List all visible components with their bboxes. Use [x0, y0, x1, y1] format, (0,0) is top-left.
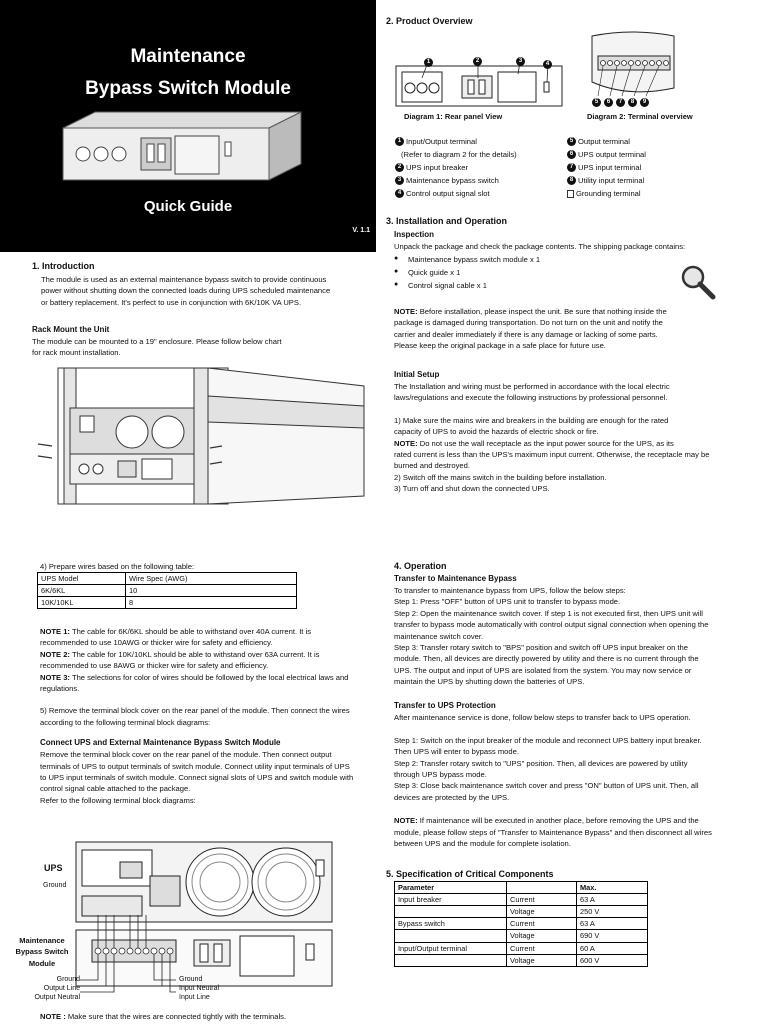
legend-number: 1 [395, 137, 404, 146]
note-label: NOTE : [40, 1012, 66, 1021]
overview-heading: 2. Product Overview [386, 16, 473, 26]
table-cell: 63 A [577, 918, 648, 930]
operation-section [394, 573, 764, 849]
operation-line: Step 3: Transfer rotary switch to "BPS" position and switch off UPS input breaker on the [394, 642, 688, 652]
table-row [395, 954, 648, 966]
cover-guide-title: Quick Guide [143, 198, 233, 215]
table-cell: 60 A [577, 942, 648, 954]
diagram1-caption: Diagram 1: Rear panel View [404, 112, 503, 121]
module-illustration [55, 108, 305, 188]
note-label: NOTE: [394, 438, 418, 448]
legend-number: 2 [395, 163, 404, 172]
legend-number: 4 [395, 189, 404, 198]
table-cell: Current [507, 942, 577, 954]
terminal-label: Output Neutral [34, 993, 80, 1001]
table-cell: 6K/6KL [38, 585, 126, 597]
table-cell: 250 V [577, 906, 648, 918]
legend-text: (Refer to diagram 2 for the details) [401, 149, 517, 159]
legend-number: 8 [567, 176, 576, 185]
setup-text: laws/regulations and execute the following instructions by professional personnel. [394, 393, 668, 403]
table-cell: Voltage [507, 954, 577, 966]
legend-number: 7 [567, 163, 576, 172]
wire-spec-table [37, 572, 297, 609]
step-text: 2) Switch off the mains switch in the building before installation. [394, 472, 607, 482]
rack-text: for rack mount installation. [32, 348, 121, 358]
table-cell: Input/Output terminal [395, 942, 507, 954]
table-row [395, 942, 648, 954]
initial-setup-section [394, 369, 764, 495]
rack-mount-illustration [34, 366, 370, 506]
table-cell: 8 [126, 597, 297, 609]
connect-text: to UPS input terminals of switch module. Connect signal slots of UPS and switch module with [40, 772, 354, 782]
list-item: ● Quick guide x 1 [394, 267, 729, 280]
operation-line: After maintenance service is done, follow below steps to transfer back to UPS operation. [394, 712, 691, 722]
note-text: carrier and dealer immediately if there is any damage or lacking of some parts. [394, 329, 658, 339]
connect-text: terminals of UPS to output terminals of switch module. Connect utility input terminals of UPS [40, 761, 350, 771]
step4-text: 4) Prepare wires based on the following table: [40, 562, 195, 571]
transfer-back-heading: Transfer to UPS Protection [394, 700, 496, 710]
table-row [395, 894, 648, 906]
rack-mount-section [32, 324, 372, 359]
terminal-label: Input Line [179, 993, 210, 1001]
final-note [40, 1011, 286, 1022]
operation-line: Step 1: Switch on the input breaker of the module and reconnect UPS battery input breaker. [394, 735, 702, 745]
rack-text: The module can be mounted to a 19" enclosure. Please follow below chart [32, 337, 282, 346]
table-header: Parameter [395, 882, 507, 894]
note-text: recommended to use 10AWG or thicker wire for safety and efficiency. [40, 638, 273, 648]
cover-panel [0, 0, 376, 252]
operation-line: maintenance switch cover. [394, 631, 484, 641]
note-text: If maintenance will be executed in another place, before removing the UPS and the [417, 816, 699, 826]
grounding-icon [567, 190, 574, 198]
connect-heading: Connect UPS and External Maintenance Bypass Switch Module [40, 738, 281, 748]
intro-heading: 1. Introduction [32, 261, 95, 271]
diagram2-callout-6: 6 [604, 98, 613, 107]
module-label-line: Bypass Switch [15, 947, 69, 957]
operation-line: UPS. The output and input of UPS are isolated from the system. You may now service or [394, 665, 692, 675]
table-cell: Voltage [507, 930, 577, 942]
table-row [38, 597, 297, 609]
table-cell: Voltage [507, 906, 577, 918]
spec-heading: 5. Specification of Critical Components [386, 869, 554, 879]
connect-text: Refer to the following terminal block diagrams: [40, 795, 196, 805]
step-text: 1) Make sure the mains wire and breakers in the building are enough for the rated [394, 415, 669, 425]
note-text: The cable for 6K/6KL should be able to withstand over 40A current. It is [69, 627, 312, 636]
legend-item [567, 148, 757, 161]
terminal-label: Input Neutral [179, 984, 220, 992]
module-label-line: Module [28, 958, 56, 968]
diagram-ups-label: UPS [44, 863, 63, 873]
diagram2-caption: Diagram 2: Terminal overview [587, 112, 693, 121]
table-header: Max. [577, 882, 648, 894]
table-header: UPS Model [38, 573, 126, 585]
operation-line: through UPS bypass mode. [394, 770, 487, 780]
operation-line: transfer to bypass mode automatically with control output signal connection when opening the [394, 620, 709, 630]
note-text: burned and destroyed. [394, 461, 470, 471]
operation-heading: 4. Operation [394, 561, 447, 571]
legend-item [567, 174, 757, 187]
terminal-label: Ground [179, 976, 203, 983]
version-label: V. 1.1 [352, 227, 370, 234]
transfer-heading: Transfer to Maintenance Bypass [394, 574, 517, 583]
connect-text: control signal cable attached to the package. [40, 784, 191, 794]
note-text: package is damaged during transportation. Do not turn on the unit and notify the [394, 318, 663, 328]
legend-item [395, 174, 575, 187]
legend-number: 3 [395, 176, 404, 185]
legend-right [567, 135, 757, 200]
note-label: NOTE: [394, 816, 418, 826]
legend-number: 6 [567, 150, 576, 159]
note-text: between UPS and the module for complete isolation. [394, 839, 571, 849]
legend-item [395, 161, 575, 174]
legend-item [567, 161, 757, 174]
table-header: Wire Spec (AWG) [126, 573, 297, 585]
terminal-label: Output Line [43, 984, 80, 992]
legend-text: UPS input terminal [578, 162, 642, 172]
table-cell: 690 V [577, 930, 648, 942]
operation-line: maintain the UPS by shutting down the batteries of UPS. [394, 677, 585, 687]
wire-notes [40, 626, 375, 806]
inspection-text: Unpack the package and check the package contents. The shipping package contains: [394, 242, 686, 251]
rack-heading: Rack Mount the Unit [32, 325, 110, 334]
table-cell: 10 [126, 585, 297, 597]
legend-text: Output terminal [578, 136, 630, 146]
legend-text: Utility input terminal [578, 175, 645, 185]
legend-item [567, 135, 757, 148]
table-cell [395, 906, 507, 918]
operation-line: Step 1: Press "OFF" button of UPS unit to transfer to bypass mode. [394, 597, 621, 607]
diagram1-callout-3: 3 [516, 57, 525, 66]
diagram-right-labels [179, 976, 219, 1002]
legend-text: Maintenance bypass switch [406, 175, 499, 185]
diagram2-callout-9: 9 [640, 98, 649, 107]
legend-left [395, 135, 575, 200]
diagram-module-label [8, 935, 76, 969]
magnifier-icon [678, 262, 718, 302]
note-label: NOTE 3: [40, 672, 70, 682]
table-row [395, 930, 648, 942]
intro-line: or battery replacement. It's perfect to use in conjunction with 6K/10K VA UPS. [41, 297, 302, 307]
operation-line: devices are protected by the UPS. [394, 792, 510, 802]
table-cell [395, 954, 507, 966]
note-text: Please keep the original package in a safe place for future use. [394, 341, 606, 351]
legend-item [395, 187, 575, 200]
table-cell: 600 V [577, 954, 648, 966]
spec-table [394, 881, 648, 967]
module-label-line: Maintenance [19, 936, 65, 945]
note-label: NOTE 2: [40, 649, 70, 659]
step-text: according to the following terminal block diagrams: [40, 717, 211, 727]
operation-line: To transfer to maintenance bypass from UPS, follow the below steps: [394, 586, 626, 595]
note-text: Before installation, please inspect the unit. Be sure that nothing inside the [417, 307, 667, 316]
note-text: Make sure that the wires are connected tightly with the terminals. [65, 1012, 287, 1021]
legend-number: 5 [567, 137, 576, 146]
legend-text: UPS input breaker [406, 162, 469, 172]
table-cell: Current [507, 894, 577, 906]
terminal-label: Ground [56, 976, 80, 983]
note-text: rated current is less than the UPS's maximum input current. Otherwise, the receptacle may be [394, 449, 710, 459]
install-note [394, 306, 764, 352]
diagram2-callout-5: 5 [592, 98, 601, 107]
legend-text: Input/Output terminal [406, 136, 477, 146]
intro-line: The module is used as an external maintenance bypass switch to provide continuous [41, 275, 327, 284]
note-text: recommended to use 8AWG or thicker wire for safety and efficiency. [40, 661, 269, 671]
cover-title-line1: Maintenance [130, 46, 246, 67]
legend-item [395, 135, 575, 148]
table-row [38, 585, 297, 597]
note-text: The selections for color of wires should be followed by the local electrical laws and [69, 672, 349, 682]
diagram1-callout-2: 2 [473, 57, 482, 66]
note-text: Do not use the wall receptacle as the input power source for the UPS, as its [417, 438, 674, 448]
diagram-left-labels [30, 976, 80, 1002]
step-text: 3) Turn off and shut down the connected UPS. [394, 484, 550, 494]
intro-line: power without shutting down the connected loads during UPS scheduled maintenance [41, 286, 331, 296]
cover-title-line2: Bypass Switch Module [85, 78, 291, 99]
note-label: NOTE 1: [40, 627, 70, 636]
legend-item [567, 187, 757, 200]
step-text: 5) Remove the terminal block cover on the rear panel of the module. Then connect the wires [40, 706, 350, 716]
inspection-heading: Inspection [394, 230, 435, 239]
table-row [395, 906, 648, 918]
list-item: ● Control signal cable x 1 [394, 280, 729, 293]
table-cell [395, 930, 507, 942]
operation-line: module. Then, all devices are directly powered by utility and there is no current through the [394, 654, 699, 664]
legend-text: UPS output terminal [578, 149, 646, 159]
table-header [507, 882, 577, 894]
table-header-row [395, 882, 648, 894]
diagram1-callout-1: 1 [424, 58, 433, 67]
connect-text: Remove the terminal block cover on the rear panel of the module. Then connect output [40, 750, 332, 760]
list-item: ● Maintenance bypass switch module x 1 [394, 254, 729, 267]
note-label: NOTE: [394, 307, 418, 316]
setup-heading: Initial Setup [394, 370, 440, 379]
operation-line: Step 2: Open the maintenance switch cover. If step 1 is not executed first, then UPS unit will [394, 608, 703, 618]
legend-item [395, 148, 575, 161]
diagram2-callout-8: 8 [628, 98, 637, 107]
step-text: capacity of UPS to avoid the hazards of electric shock or fire. [394, 427, 599, 437]
note-text: The cable for 10K/10KL should be able to withstand over 63A current. It is [69, 649, 320, 659]
legend-text: Control output signal slot [406, 188, 490, 198]
diagram2-callout-7: 7 [616, 98, 625, 107]
table-header-row [38, 573, 297, 585]
legend-text: Grounding terminal [576, 188, 641, 198]
operation-line: Step 2: Transfer rotary switch to "UPS" position. Then, all devices are powered by utility [394, 758, 688, 768]
install-heading: 3. Installation and Operation [386, 216, 508, 226]
note-text: regulations. [40, 683, 80, 693]
note-text: module, please follow steps of "Transfer to Maintenance Bypass" and then disconnect all wires [394, 827, 712, 837]
intro-text [41, 274, 371, 308]
operation-line: Then UPS will enter to bypass mode. [394, 747, 519, 757]
table-cell: Bypass switch [395, 918, 507, 930]
diagram-ground-label: Ground [43, 882, 67, 889]
diagram1-callout-4: 4 [543, 60, 552, 69]
table-cell: Current [507, 918, 577, 930]
table-cell: 63 A [577, 894, 648, 906]
table-row [395, 918, 648, 930]
table-cell: 10K/10KL [38, 597, 126, 609]
table-cell: Input breaker [395, 894, 507, 906]
operation-line: Step 3: Close back maintenance switch cover and press "ON" button of UPS unit. Then, all [394, 781, 699, 791]
setup-text: The Installation and wiring must be performed in accordance with the local electric [394, 382, 670, 391]
terminal-overview-diagram [588, 26, 680, 104]
